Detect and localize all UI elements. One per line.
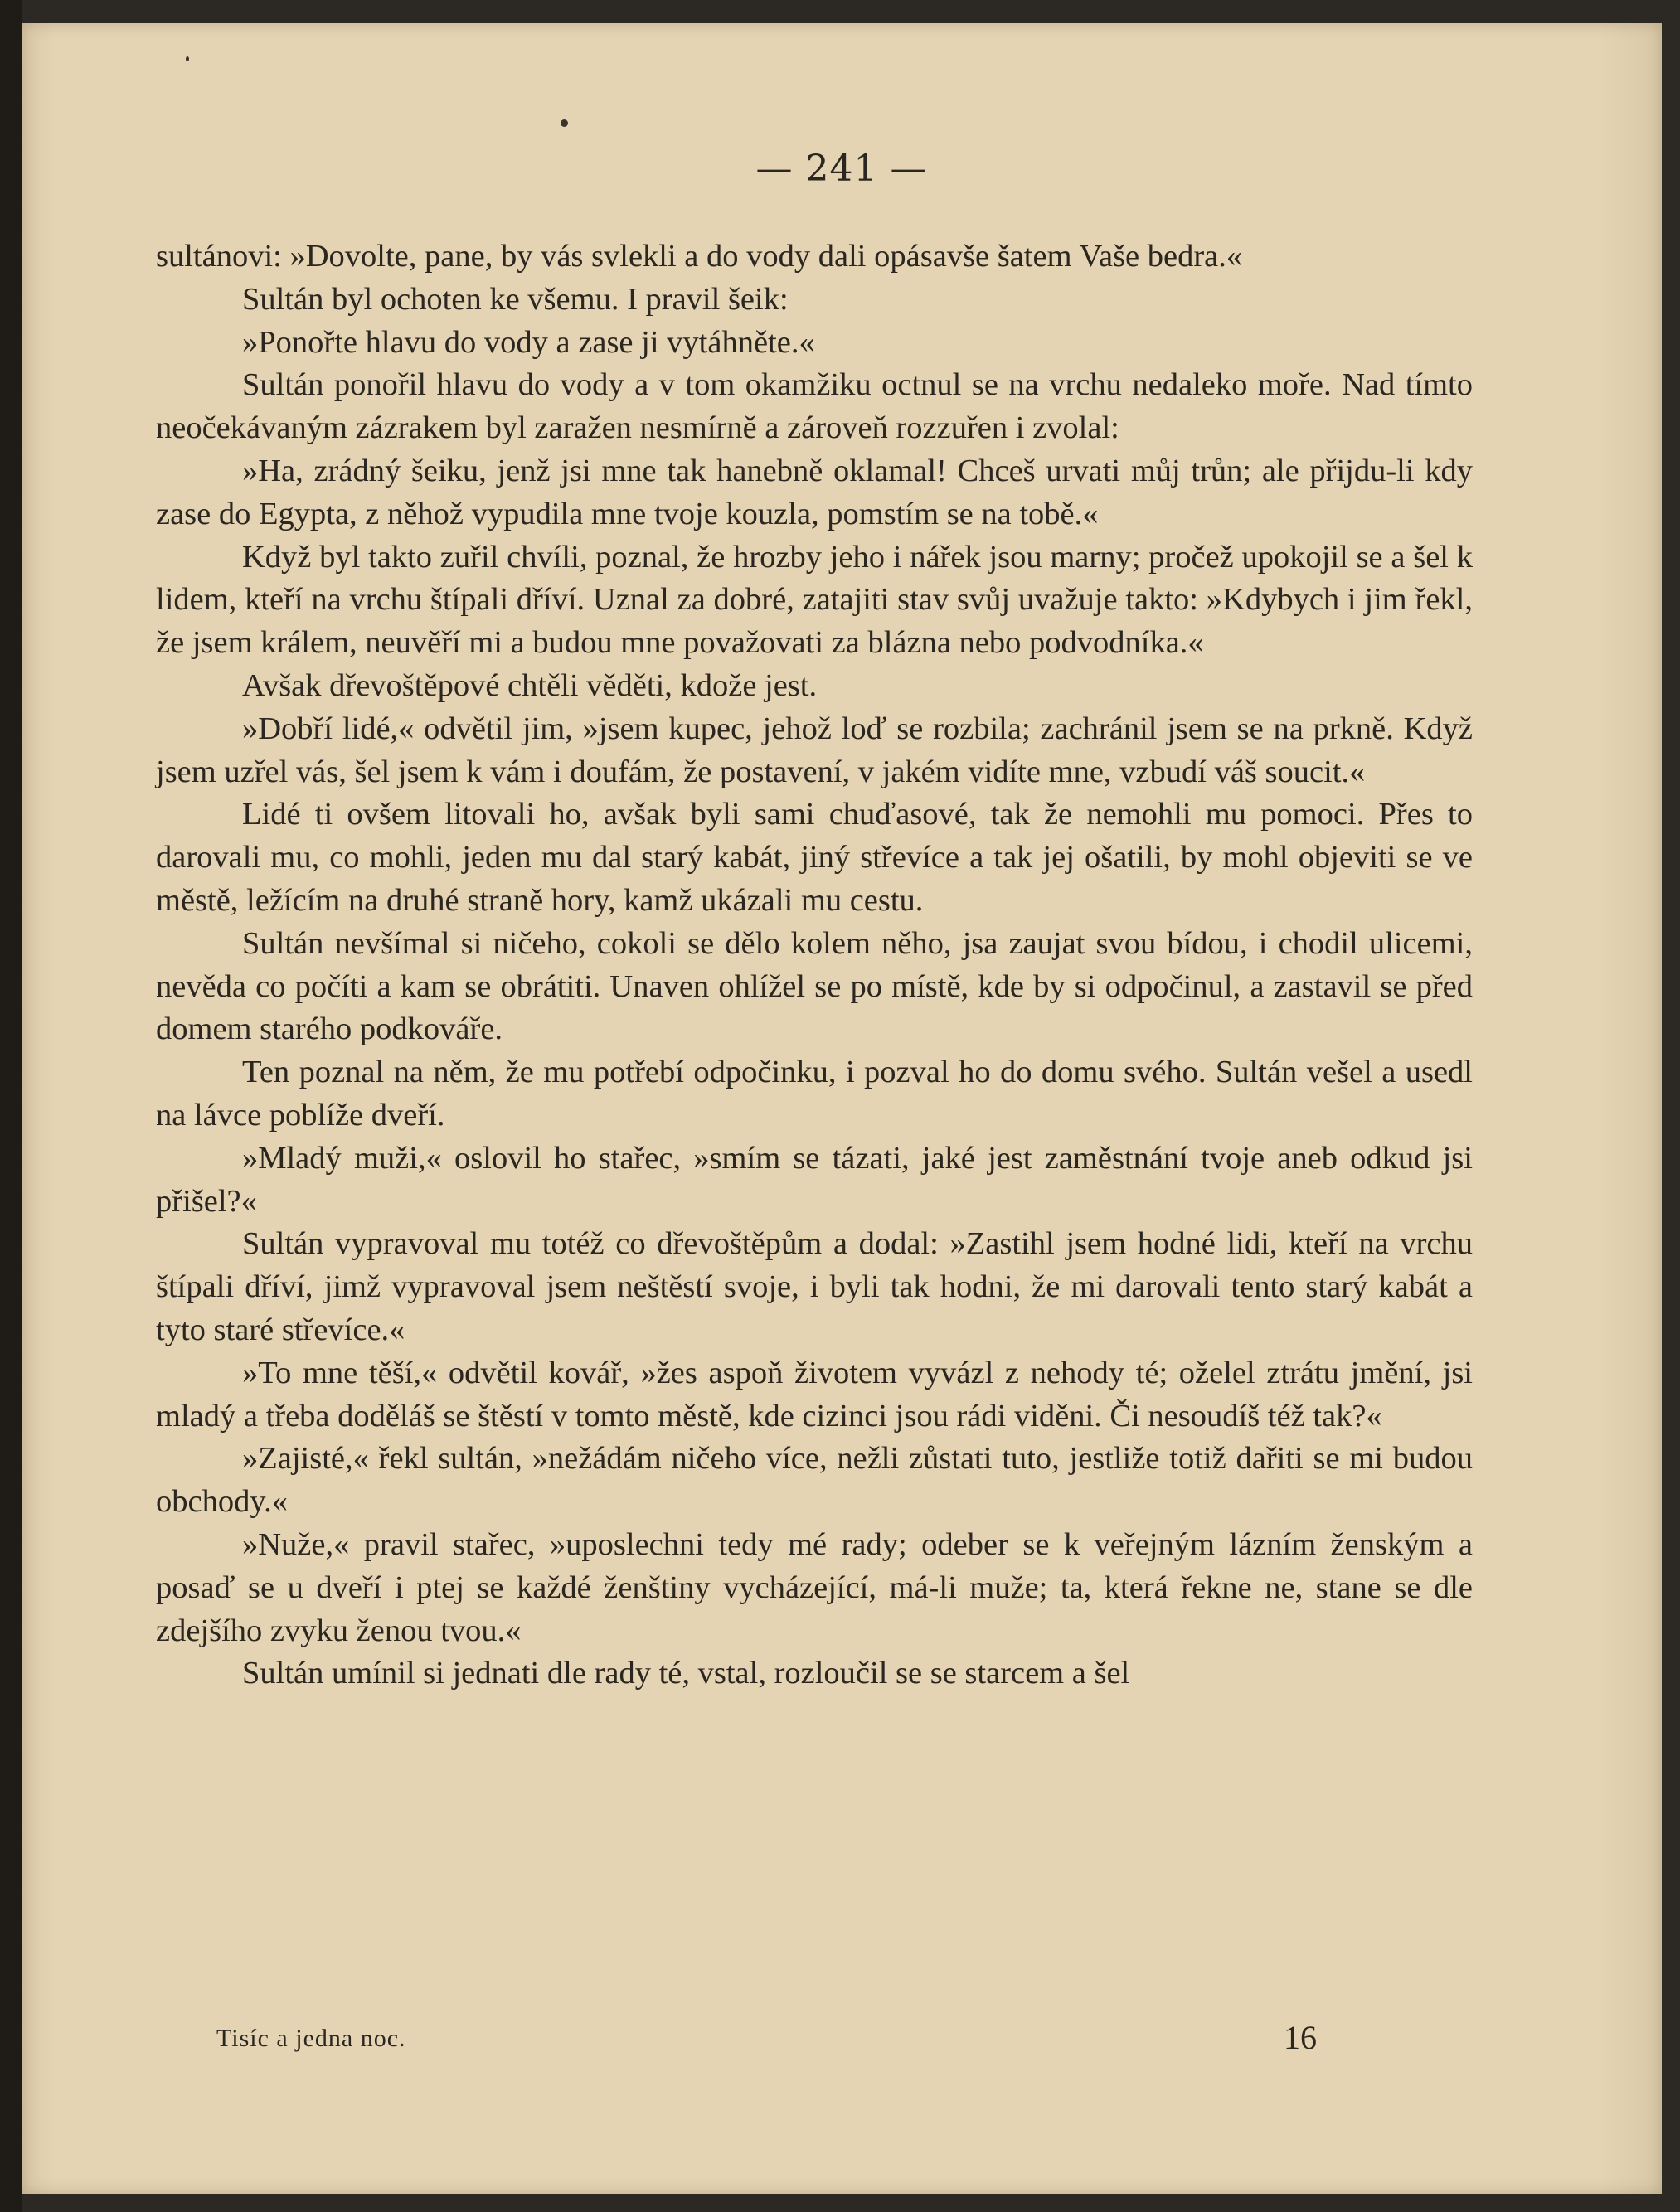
- paragraph: Sultán vypravoval mu totéž co dřevoštěpům a dodal: »Zastihl jsem hodné lidi, kteří na vrchu štípali dříví, jimž vypravoval jsem neštěstí svoje, i byli tak hodni, že mi darovali tento starý kabát a tyto staré střevíce.«: [156, 1226, 1473, 1347]
- paragraph: Sultán ponořil hlavu do vody a v tom okamžiku octnul se na vrchu nedaleko moře. Nad tímto neočekávaným zázrakem byl zaražen nesmírně a zároveň rozzuřen i zvolal:: [156, 367, 1473, 446]
- signature-mark: 16: [1284, 2019, 1317, 2056]
- paragraph: Sultán byl ochoten ke všemu. I pravil šeik:: [242, 281, 789, 317]
- ink-speck: [186, 56, 189, 61]
- paragraph: »To mne těší,« odvětil kovář, »žes aspoň životem vyvázl z nehody té; oželel ztrátu jmění, jsi mladý a třeba doděláš se štěstí v tomto městě, kde cizinci jsou rádi viděni. Či nesoudíš též tak?«: [156, 1355, 1473, 1433]
- paragraph: Lidé ti ovšem litovali ho, avšak byli sami chuďasové, tak že nemohli mu pomoci. Přes to darovali mu, co mohli, jeden mu dal starý kabát, jiný střevíce a tak jej ošatili, by mohl objeviti se ve městě, ležícím na druhé straně hory, kamž ukázali mu cestu.: [156, 797, 1473, 918]
- book-title: Tisíc a jedna noc.: [216, 2025, 406, 2052]
- paragraph: Ten poznal na něm, že mu potřebí odpočinku, i pozval ho do domu svého. Sultán vešel a usedl na lávce poblíže dveří.: [156, 1055, 1473, 1133]
- paragraph: »Mladý muži,« oslovil ho stařec, »smím se tázati, jaké jest zaměstnání tvoje aneb odkud jsi přišel?«: [156, 1140, 1473, 1219]
- paragraph: Sultán umínil si jednati dle rady té, vstal, rozloučil se se starcem a šel: [242, 1656, 1130, 1691]
- book-page: [22, 23, 1662, 2194]
- paragraph: Sultán nevšímal si ničeho, cokoli se dělo kolem něho, jsa zaujat svou bídou, i chodil ulicemi, nevěda co počíti a kam se obrátiti. Unaven ohlížel se po místě, kde by si odpočinul, a zastavil se před domem starého podkováře.: [156, 925, 1473, 1047]
- paragraph: »Zajisté,« řekl sultán, »nežádám ničeho více, nežli zůstati tuto, jestliže totiž dařiti se mi budou obchody.«: [156, 1441, 1473, 1520]
- paragraph: »Ha, zrádný šeiku, jenž jsi mne tak hanebně oklamal! Chceš urvati můj trůn; ale přijdu-li kdy zase do Egypta, z něhož vypudila mne tvoje kouzla, pomstím se na tobě.«: [156, 453, 1473, 531]
- binding-edge: [0, 0, 22, 2212]
- ink-speck: [561, 119, 568, 127]
- paragraph: Když byl takto zuřil chvíli, poznal, že hrozby jeho i nářek jsou marny; pročež upokojil se a šel k lidem, kteří na vrchu štípali dříví. Uznal za dobré, zatajiti stav svůj uvažuje takto: »Kdybych i jim řekl, že jsem králem, neuvěří mi a budou mne považovati za blázna nebo podvodníka.«: [156, 539, 1473, 661]
- body-text: [156, 235, 1473, 1695]
- paragraph: sultánovi: »Dovolte, pane, by vás svlekli a do vody dali opásavše šatem Vaše bedra.«: [156, 239, 1243, 274]
- paragraph: Avšak dřevoštěpové chtěli věděti, kdože jest.: [242, 667, 818, 703]
- paragraph: »Nuže,« pravil stařec, »uposlechni tedy mé rady; odeber se k veřejným lázním ženským a posaď se u dveří i ptej se každé ženštiny vycházející, má-li muže; ta, která řekne ne, stane se dle zdejšího zvyku ženou tvou.«: [156, 1526, 1473, 1648]
- paragraph: »Dobří lidé,« odvětil jim, »jsem kupec, jehož loď se rozbila; zachránil jsem se na prkně. Když jsem uzřel vás, šel jsem k vám i doufám, že postavení, v jakém vidíte mne, vzbudí váš soucit.«: [156, 711, 1473, 789]
- paragraph: »Ponořte hlavu do vody a zase ji vytáhněte.«: [242, 324, 815, 360]
- page-number: — 241 —: [755, 148, 928, 190]
